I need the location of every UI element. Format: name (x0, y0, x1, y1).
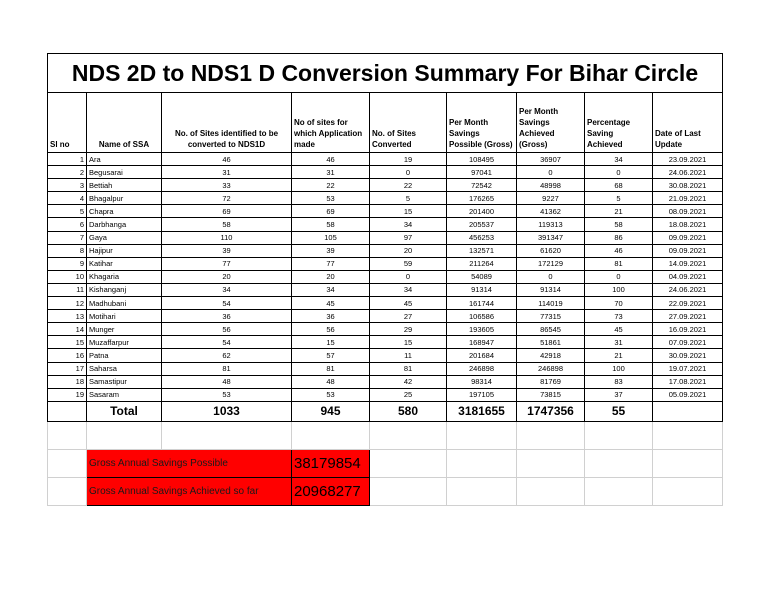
sites-application-cell: 20 (292, 270, 370, 283)
saving-percentage-cell: 81 (585, 257, 653, 270)
col-header-name: Name of SSA (87, 93, 162, 153)
sites-identified-cell: 58 (162, 218, 292, 231)
last-update-date-cell: 09.09.2021 (653, 231, 723, 244)
last-update-date-cell: 22.09.2021 (653, 297, 723, 310)
sites-application-cell: 31 (292, 166, 370, 179)
total-row (48, 401, 723, 421)
ssa-name-cell: Katihar (87, 257, 162, 270)
ssa-name-cell: Madhubani (87, 297, 162, 310)
last-update-date-cell: 19.07.2021 (653, 362, 723, 375)
total-percentage: 55 (585, 401, 653, 421)
annual-achieved-row (48, 477, 723, 505)
savings-possible-cell: 106586 (447, 310, 517, 323)
savings-achieved-cell: 9227 (517, 192, 585, 205)
sites-application-cell: 48 (292, 375, 370, 388)
sites-converted-cell: 42 (370, 375, 447, 388)
sites-application-cell: 77 (292, 257, 370, 270)
table-row (48, 375, 723, 388)
savings-achieved-cell: 0 (517, 270, 585, 283)
sites-identified-cell: 81 (162, 362, 292, 375)
savings-possible-cell: 98314 (447, 375, 517, 388)
last-update-date-cell: 07.09.2021 (653, 336, 723, 349)
sl-no-cell: 18 (48, 375, 87, 388)
savings-achieved-cell: 51861 (517, 336, 585, 349)
saving-percentage-cell: 0 (585, 270, 653, 283)
last-update-date-cell: 08.09.2021 (653, 205, 723, 218)
saving-percentage-cell: 86 (585, 231, 653, 244)
sites-converted-cell: 15 (370, 205, 447, 218)
sl-no-cell: 12 (48, 297, 87, 310)
sites-application-cell: 57 (292, 349, 370, 362)
sites-application-cell: 53 (292, 192, 370, 205)
savings-possible-cell: 193605 (447, 323, 517, 336)
savings-achieved-cell: 246898 (517, 362, 585, 375)
sites-identified-cell: 77 (162, 257, 292, 270)
sites-application-cell: 53 (292, 388, 370, 401)
table-row (48, 323, 723, 336)
sites-converted-cell: 15 (370, 336, 447, 349)
table-row (48, 153, 723, 166)
total-achieved: 1747356 (517, 401, 585, 421)
sites-application-cell: 15 (292, 336, 370, 349)
sites-converted-cell: 45 (370, 297, 447, 310)
sites-identified-cell: 69 (162, 205, 292, 218)
ssa-name-cell: Munger (87, 323, 162, 336)
ssa-name-cell: Samastipur (87, 375, 162, 388)
savings-achieved-cell: 77315 (517, 310, 585, 323)
savings-possible-cell: 91314 (447, 283, 517, 296)
savings-achieved-cell: 73815 (517, 388, 585, 401)
saving-percentage-cell: 31 (585, 336, 653, 349)
ssa-name-cell: Muzaffarpur (87, 336, 162, 349)
sites-identified-cell: 110 (162, 231, 292, 244)
sites-converted-cell: 11 (370, 349, 447, 362)
savings-possible-cell: 72542 (447, 179, 517, 192)
sites-converted-cell: 19 (370, 153, 447, 166)
total-identified: 1033 (162, 401, 292, 421)
sites-application-cell: 22 (292, 179, 370, 192)
savings-achieved-cell: 114019 (517, 297, 585, 310)
sites-identified-cell: 48 (162, 375, 292, 388)
sites-application-cell: 36 (292, 310, 370, 323)
sites-application-cell: 45 (292, 297, 370, 310)
sites-identified-cell: 33 (162, 179, 292, 192)
sl-no-cell: 5 (48, 205, 87, 218)
table-row (48, 257, 723, 270)
last-update-date-cell: 30.08.2021 (653, 179, 723, 192)
sites-identified-cell: 36 (162, 310, 292, 323)
sites-identified-cell: 34 (162, 283, 292, 296)
last-update-date-cell: 17.08.2021 (653, 375, 723, 388)
ssa-name-cell: Saharsa (87, 362, 162, 375)
sl-no-cell: 11 (48, 283, 87, 296)
sites-application-cell: 81 (292, 362, 370, 375)
blank-row (48, 421, 723, 449)
saving-percentage-cell: 70 (585, 297, 653, 310)
savings-possible-cell: 201684 (447, 349, 517, 362)
savings-achieved-cell: 91314 (517, 283, 585, 296)
sl-no-cell: 16 (48, 349, 87, 362)
saving-percentage-cell: 21 (585, 205, 653, 218)
sites-converted-cell: 81 (370, 362, 447, 375)
sites-identified-cell: 72 (162, 192, 292, 205)
annual-possible-row (48, 449, 723, 477)
sites-application-cell: 39 (292, 244, 370, 257)
savings-possible-cell: 246898 (447, 362, 517, 375)
savings-possible-cell: 201400 (447, 205, 517, 218)
ssa-name-cell: Darbhanga (87, 218, 162, 231)
savings-achieved-cell: 0 (517, 166, 585, 179)
last-update-date-cell: 16.09.2021 (653, 323, 723, 336)
savings-achieved-cell: 36907 (517, 153, 585, 166)
sites-identified-cell: 39 (162, 244, 292, 257)
col-header-identified: No. of Sites identified to be converted to NDS1D (162, 93, 292, 153)
col-header-percentage: Percentage Saving Achieved (585, 93, 653, 153)
sl-no-cell: 7 (48, 231, 87, 244)
savings-achieved-cell: 172129 (517, 257, 585, 270)
col-header-sl-no: Sl no (48, 93, 87, 153)
sites-identified-cell: 54 (162, 297, 292, 310)
last-update-date-cell: 05.09.2021 (653, 388, 723, 401)
table-row (48, 388, 723, 401)
sl-no-cell: 8 (48, 244, 87, 257)
savings-possible-cell: 161744 (447, 297, 517, 310)
ssa-name-cell: Patna (87, 349, 162, 362)
savings-achieved-cell: 42918 (517, 349, 585, 362)
ssa-name-cell: Bettiah (87, 179, 162, 192)
last-update-date-cell: 04.09.2021 (653, 270, 723, 283)
savings-achieved-cell: 86545 (517, 323, 585, 336)
sites-identified-cell: 53 (162, 388, 292, 401)
savings-possible-cell: 205537 (447, 218, 517, 231)
table-row (48, 349, 723, 362)
page-title: NDS 2D to NDS1 D Conversion Summary For Bihar Circle (48, 54, 723, 93)
savings-achieved-cell: 61620 (517, 244, 585, 257)
annual-possible-value: 38179854 (292, 449, 370, 477)
sites-converted-cell: 0 (370, 166, 447, 179)
sites-identified-cell: 20 (162, 270, 292, 283)
sl-no-cell: 4 (48, 192, 87, 205)
saving-percentage-cell: 100 (585, 283, 653, 296)
saving-percentage-cell: 58 (585, 218, 653, 231)
total-possible: 3181655 (447, 401, 517, 421)
last-update-date-cell: 18.08.2021 (653, 218, 723, 231)
sl-no-cell: 9 (48, 257, 87, 270)
last-update-date-cell: 27.09.2021 (653, 310, 723, 323)
table-row (48, 270, 723, 283)
last-update-date-cell: 21.09.2021 (653, 192, 723, 205)
savings-possible-cell: 108495 (447, 153, 517, 166)
sites-converted-cell: 97 (370, 231, 447, 244)
savings-achieved-cell: 119313 (517, 218, 585, 231)
saving-percentage-cell: 68 (585, 179, 653, 192)
savings-achieved-cell: 391347 (517, 231, 585, 244)
sites-converted-cell: 34 (370, 218, 447, 231)
sites-converted-cell: 0 (370, 270, 447, 283)
total-converted: 580 (370, 401, 447, 421)
saving-percentage-cell: 45 (585, 323, 653, 336)
sites-converted-cell: 22 (370, 179, 447, 192)
last-update-date-cell: 23.09.2021 (653, 153, 723, 166)
table-row (48, 362, 723, 375)
ssa-name-cell: Gaya (87, 231, 162, 244)
last-update-date-cell: 09.09.2021 (653, 244, 723, 257)
last-update-date-cell: 24.06.2021 (653, 166, 723, 179)
ssa-name-cell: Ara (87, 153, 162, 166)
saving-percentage-cell: 73 (585, 310, 653, 323)
col-header-application: No of sites for which Application made (292, 93, 370, 153)
ssa-name-cell: Hajipur (87, 244, 162, 257)
sites-converted-cell: 25 (370, 388, 447, 401)
table-row (48, 192, 723, 205)
sl-no-cell: 14 (48, 323, 87, 336)
sites-identified-cell: 62 (162, 349, 292, 362)
annual-achieved-label: Gross Annual Savings Achieved so far (87, 477, 292, 505)
savings-possible-cell: 176265 (447, 192, 517, 205)
table-row (48, 179, 723, 192)
savings-possible-cell: 97041 (447, 166, 517, 179)
savings-possible-cell: 168947 (447, 336, 517, 349)
saving-percentage-cell: 46 (585, 244, 653, 257)
savings-possible-cell: 197105 (447, 388, 517, 401)
sites-converted-cell: 27 (370, 310, 447, 323)
last-update-date-cell: 30.09.2021 (653, 349, 723, 362)
sites-application-cell: 56 (292, 323, 370, 336)
saving-percentage-cell: 0 (585, 166, 653, 179)
annual-achieved-value: 20968277 (292, 477, 370, 505)
savings-achieved-cell: 48998 (517, 179, 585, 192)
sites-converted-cell: 34 (370, 283, 447, 296)
header-row (48, 93, 723, 153)
annual-possible-label: Gross Annual Savings Possible (87, 449, 292, 477)
saving-percentage-cell: 37 (585, 388, 653, 401)
saving-percentage-cell: 83 (585, 375, 653, 388)
total-label: Total (87, 401, 162, 421)
table-row (48, 166, 723, 179)
ssa-name-cell: Chapra (87, 205, 162, 218)
sites-application-cell: 46 (292, 153, 370, 166)
savings-achieved-cell: 81769 (517, 375, 585, 388)
summary-table (47, 53, 723, 506)
col-header-achieved: Per Month Savings Achieved (Gross) (517, 93, 585, 153)
sites-converted-cell: 59 (370, 257, 447, 270)
col-header-date: Date of Last Update (653, 93, 723, 153)
sites-application-cell: 105 (292, 231, 370, 244)
sl-no-cell: 10 (48, 270, 87, 283)
table-row (48, 205, 723, 218)
saving-percentage-cell: 100 (585, 362, 653, 375)
sites-converted-cell: 29 (370, 323, 447, 336)
sites-identified-cell: 54 (162, 336, 292, 349)
ssa-name-cell: Motihari (87, 310, 162, 323)
sites-identified-cell: 31 (162, 166, 292, 179)
sites-converted-cell: 5 (370, 192, 447, 205)
col-header-possible: Per Month Savings Possible (Gross) (447, 93, 517, 153)
ssa-name-cell: Bhagalpur (87, 192, 162, 205)
sites-application-cell: 58 (292, 218, 370, 231)
table-row (48, 283, 723, 296)
table-row (48, 336, 723, 349)
col-header-converted: No. of Sites Converted (370, 93, 447, 153)
sites-identified-cell: 56 (162, 323, 292, 336)
ssa-name-cell: Kishanganj (87, 283, 162, 296)
saving-percentage-cell: 34 (585, 153, 653, 166)
sl-no-cell: 3 (48, 179, 87, 192)
ssa-name-cell: Sasaram (87, 388, 162, 401)
sites-converted-cell: 20 (370, 244, 447, 257)
savings-possible-cell: 456253 (447, 231, 517, 244)
table-row (48, 297, 723, 310)
sl-no-cell: 2 (48, 166, 87, 179)
table-row (48, 244, 723, 257)
sl-no-cell: 15 (48, 336, 87, 349)
sites-application-cell: 34 (292, 283, 370, 296)
total-application: 945 (292, 401, 370, 421)
table-row (48, 231, 723, 244)
savings-achieved-cell: 41362 (517, 205, 585, 218)
conversion-summary-sheet (47, 53, 723, 506)
savings-possible-cell: 54089 (447, 270, 517, 283)
ssa-name-cell: Khagaria (87, 270, 162, 283)
sl-no-cell: 19 (48, 388, 87, 401)
sites-identified-cell: 46 (162, 153, 292, 166)
table-row (48, 310, 723, 323)
sites-application-cell: 69 (292, 205, 370, 218)
ssa-name-cell: Begusarai (87, 166, 162, 179)
savings-possible-cell: 132571 (447, 244, 517, 257)
saving-percentage-cell: 21 (585, 349, 653, 362)
sl-no-cell: 13 (48, 310, 87, 323)
last-update-date-cell: 14.09.2021 (653, 257, 723, 270)
sl-no-cell: 6 (48, 218, 87, 231)
last-update-date-cell: 24.06.2021 (653, 283, 723, 296)
saving-percentage-cell: 5 (585, 192, 653, 205)
sl-no-cell: 1 (48, 153, 87, 166)
savings-possible-cell: 211264 (447, 257, 517, 270)
table-row (48, 218, 723, 231)
sl-no-cell: 17 (48, 362, 87, 375)
